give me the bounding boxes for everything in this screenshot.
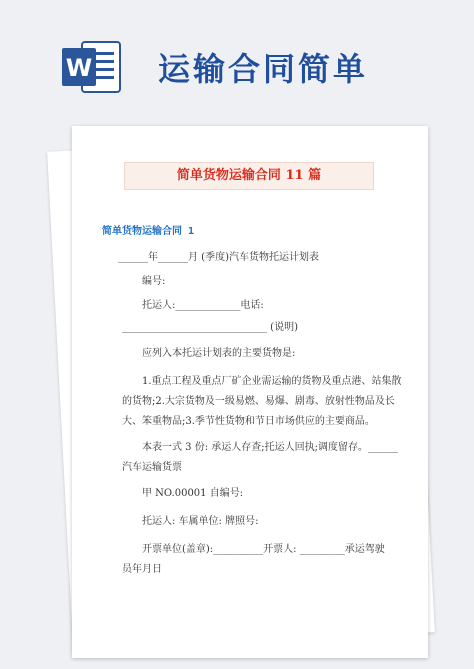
doc-line-number: 编号: [142,276,166,287]
page-title: 运输合同简单 [158,50,369,88]
doc-line-date: 员年月日 [122,564,162,575]
doc-line-item-3: 大、笨重物品;3.季节性货物和节日市场供应的主要商品。 [122,416,375,427]
section-heading: 简单货物运输合同 1 [102,226,195,237]
document-page [72,126,428,658]
doc-line-copies: 本表一式 3 份: 承运人存查;托运人回执;调度留存。______ [142,442,399,453]
word-app-icon [60,38,122,96]
doc-line-issuer: 开票单位(盖章):__________开票人: _________承运驾驶 [142,544,385,555]
doc-line-shipper: 托运人:_____________电话: [142,300,264,311]
doc-line-main-goods: 应列入本托运计划表的主要货物是: [142,348,296,359]
document-title: 简单货物运输合同 11 篇 [124,162,374,190]
doc-line-plan-table: ______年______月 (季度)汽车货物托运计划表 [118,252,319,263]
word-logo-letter: W [65,54,93,82]
doc-line-vehicle: 托运人: 车属单位: 牌照号: [142,516,259,527]
doc-line-item-2: 的货物;2.大宗货物及一级易燃、易爆、剧毒、放射性物品及长 [122,396,395,407]
doc-line-freight-ticket: 汽车运输货票 [122,462,182,473]
doc-line-ticket-number: 甲 NO.00001 自编号: [142,488,244,499]
doc-line-item-1: 1.重点工程及重点厂矿企业需运输的货物及重点港、站集散 [142,376,402,387]
doc-line-note: _____________________________ (说明) [122,322,298,333]
